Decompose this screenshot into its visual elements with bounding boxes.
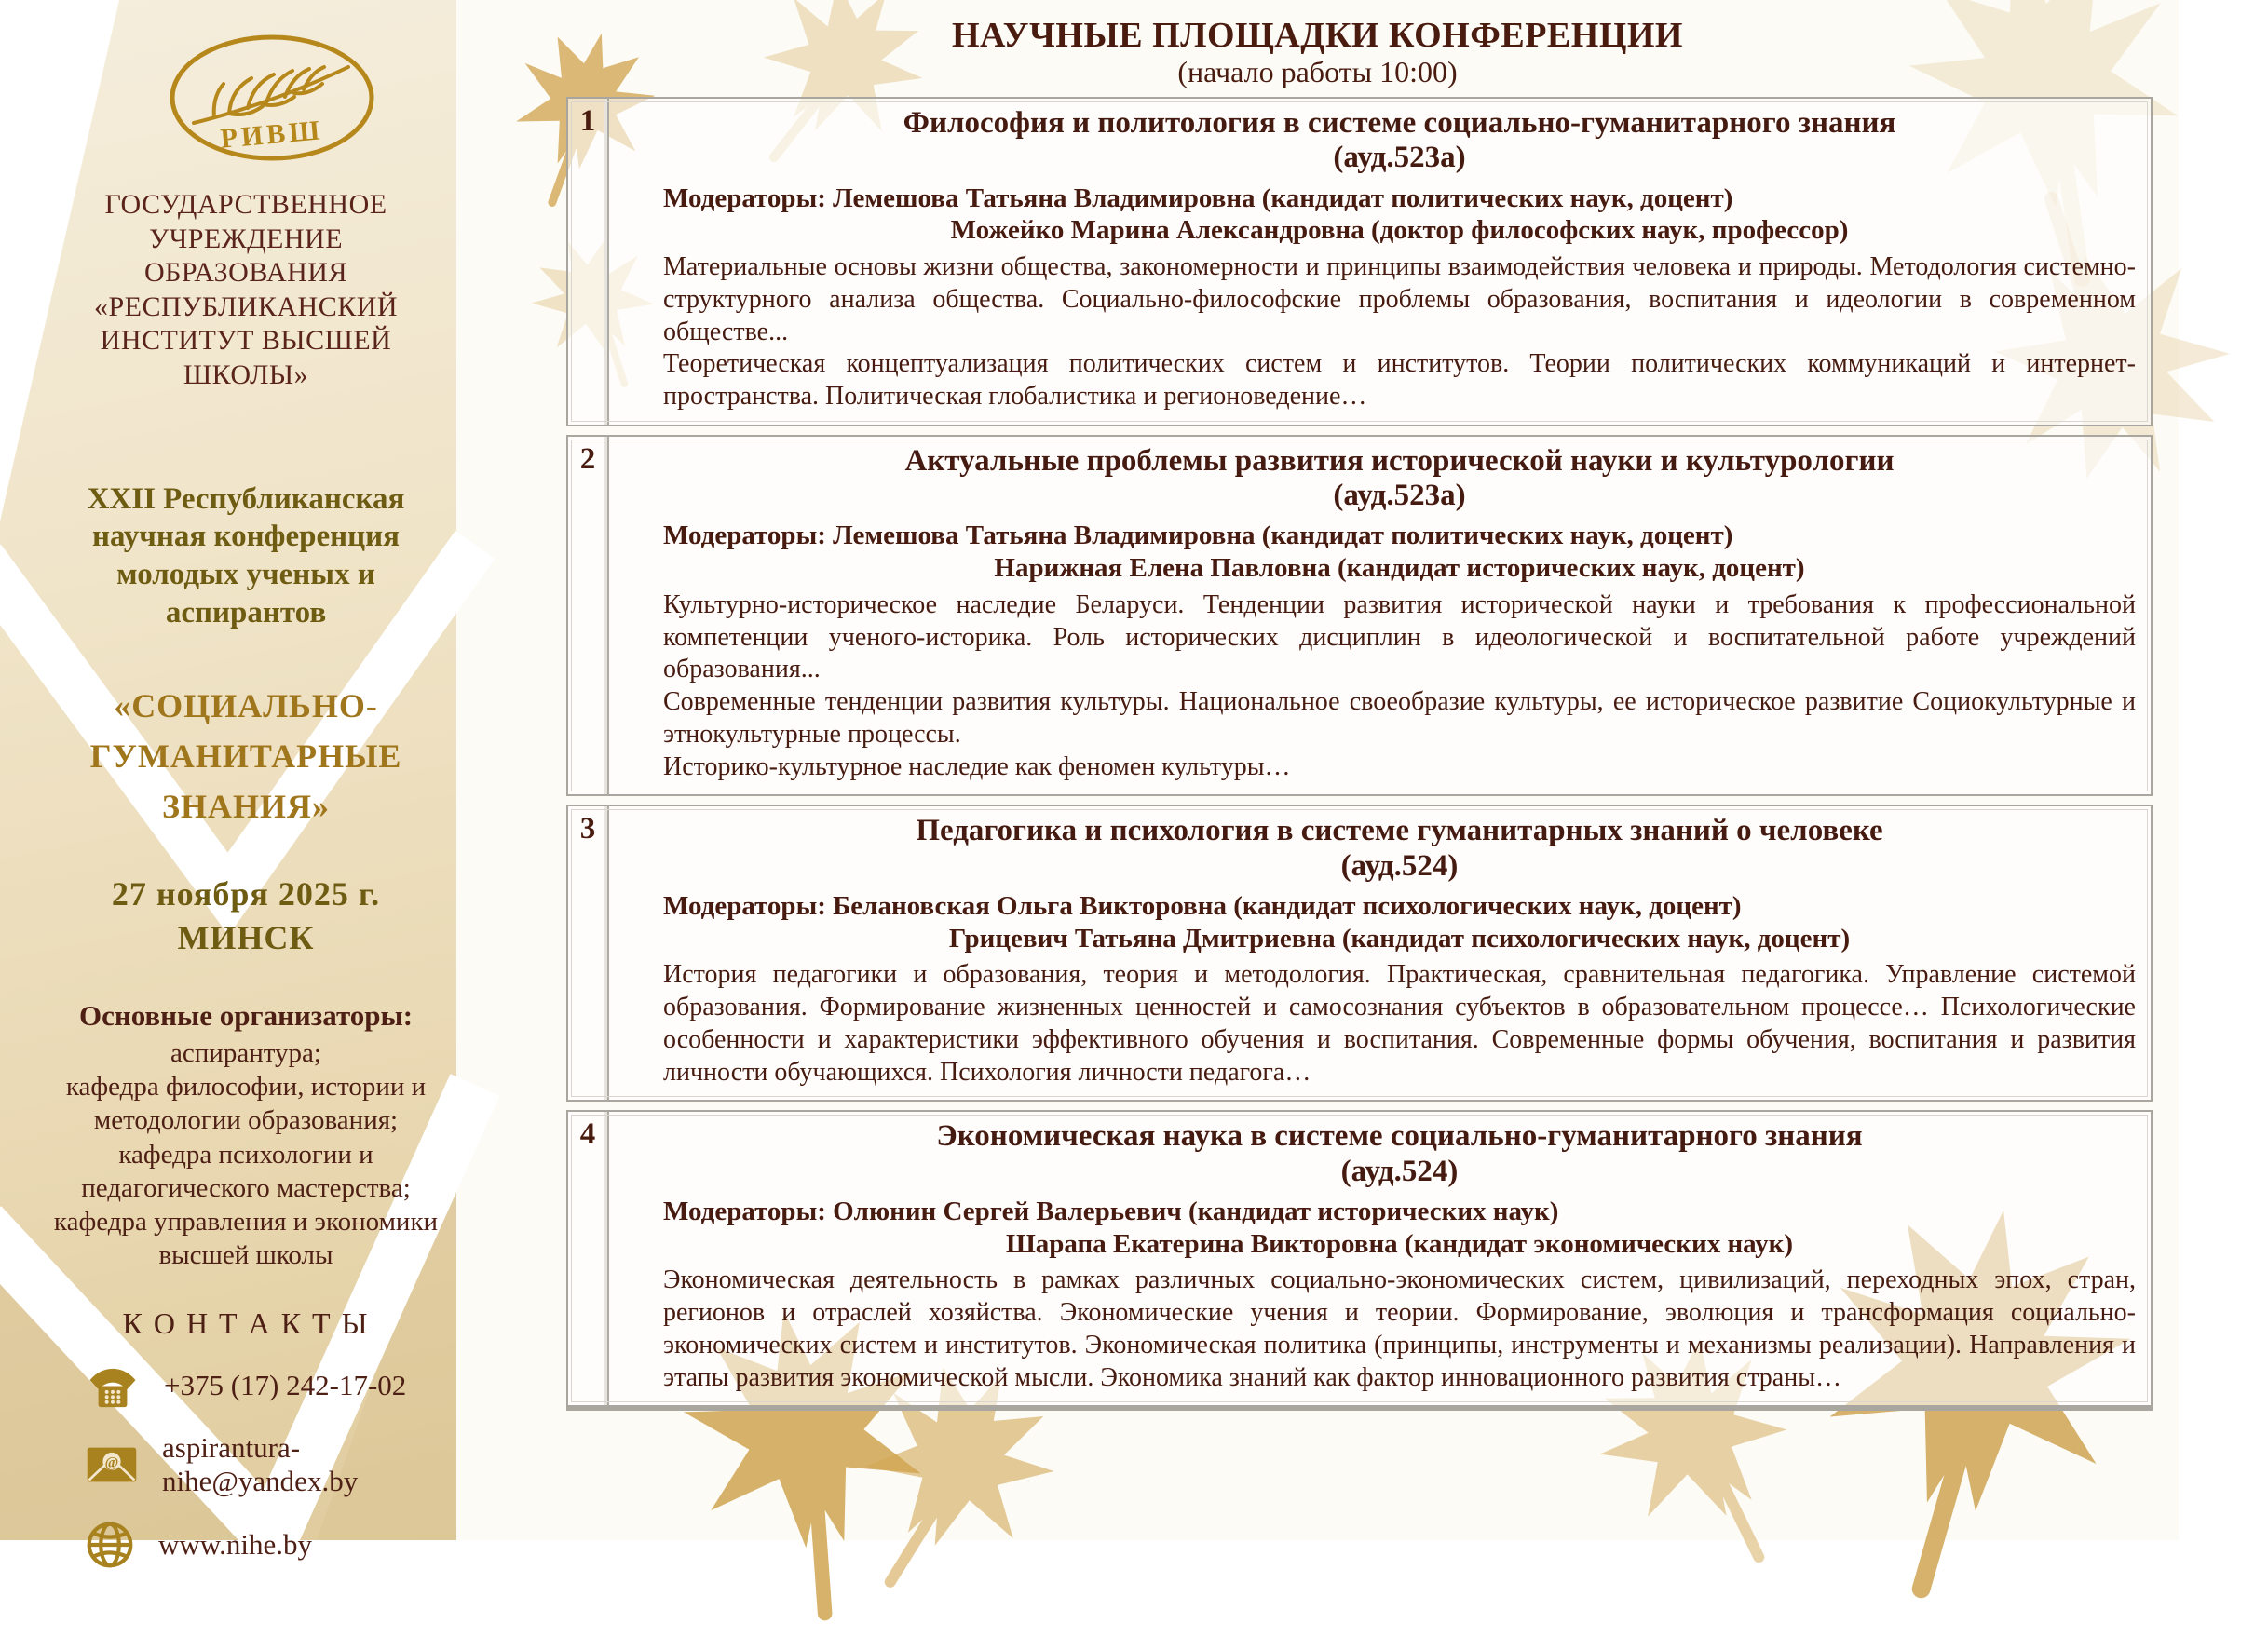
conference-sections-panel: [456, 0, 2179, 1540]
moderator-name: Белановская Ольга Викторовна (кандидат психологических наук, доцент): [833, 890, 1742, 921]
section-title: [663, 1119, 2136, 1189]
section-title-text: Философия и политология в системе социально-гуманитарного знания: [903, 106, 1896, 140]
moderator-name: Грицевич Татьяна Дмитриевна (кандидат психологических наук, доцент): [948, 923, 1851, 954]
section-title-text: Экономическая наука в системе социально-гуманитарного знания: [936, 1119, 1863, 1154]
institution-name: ГОСУДАРСТВЕННОЕ УЧРЕЖДЕНИЕ ОБРАЗОВАНИЯ «РЕСПУБЛИКАНСКИЙ ИНСТИТУТ ВЫСШЕЙ ШКОЛЫ»: [93, 189, 399, 390]
section-number: 2: [568, 437, 609, 794]
section-moderators: [663, 890, 2136, 955]
main-subtitle: (начало работы 10:00): [1177, 55, 1458, 88]
section-description: Историко-культурное наследие как феномен культуры…: [663, 751, 1291, 781]
main-title: НАУЧНЫЕ ПЛОЩАДКИ КОНФЕРЕНЦИИ: [951, 16, 1683, 55]
moderators-label: Модераторы:: [663, 521, 826, 551]
section-room: (ауд.523а): [1333, 479, 1466, 513]
section-title-text: Педагогика и психология в системе гуманитарных знаний о человеке: [916, 814, 1883, 848]
organizer-item: кафедра философии, истории и методологии образования;: [65, 1072, 427, 1136]
section-3-card: [566, 805, 2153, 1102]
organizer-item: кафедра психологии и педагогического мастерства;: [81, 1139, 411, 1203]
section-description: Теоретическая концептуализация политических систем и институтов. Теории политических коммуникаций и интернет-пространства. Политическая глобалистика и регионоведение…: [663, 349, 2136, 412]
moderator-name: Можейко Марина Александровна (доктор философских наук, профессор): [950, 215, 1849, 246]
conference-date: 27 ноября 2025 г.: [111, 875, 381, 913]
contact-email-row: [50, 1431, 441, 1498]
sidebar: [0, 0, 456, 1561]
section-1-card: [566, 97, 2153, 426]
section-room: (ауд.523а): [1333, 141, 1466, 175]
section-2-card: [566, 435, 2153, 796]
conference-date-block: [50, 873, 441, 960]
conference-city: МИНСК: [177, 918, 315, 956]
svg-text:@: @: [104, 1454, 119, 1471]
main-header: [456, 15, 2179, 88]
organizer-item: аспирантура;: [170, 1037, 321, 1068]
moderators-label: Модераторы:: [663, 1196, 826, 1226]
section-title: [663, 106, 2136, 176]
email-address: aspirantura-nihe@yandex.by: [162, 1430, 359, 1497]
section-room: (ауд.524): [1340, 848, 1459, 883]
organizer-item: кафедра управления и экономики высшей школы: [53, 1207, 439, 1271]
website-url: www.nihe.by: [158, 1527, 313, 1561]
section-number: 3: [568, 806, 609, 1100]
conference-theme: «СОЦИАЛЬНО-ГУМАНИТАРНЫЕ ЗНАНИЯ»: [89, 687, 402, 826]
sections-list: [566, 97, 2153, 1419]
email-icon: [86, 1445, 138, 1484]
organizers-list: [50, 1036, 441, 1273]
organizers-heading: Основные организаторы:: [78, 998, 414, 1032]
section-description: Экономическая деятельность в рамках различных социально-экономических систем, цивилизаций, переходных эпох, стран, регионов и отраслей хозяйства. Экономические учения и теории. Формирование, эволюция и трансформация социально-экономических систем и институтов. Экономическая политика (принципы, инструменты и механизмы реализации). Направления и этапы развития экономической мысли. Экономика знаний как фактор инновационного развития страны…: [663, 1265, 2136, 1392]
section-title-text: Актуальные проблемы развития исторической науки и культурологии: [904, 443, 1895, 478]
moderators-label: Модераторы:: [663, 183, 826, 213]
moderator-name: Шарапа Екатерина Викторовна (кандидат экономических наук): [1005, 1228, 1794, 1259]
moderator-name: Лемешова Татьяна Владимировна (кандидат политических наук, доцент): [833, 521, 1733, 551]
section-room: (ауд.524): [1340, 1154, 1459, 1188]
section-moderators: [663, 183, 2136, 248]
phone-icon: [86, 1363, 140, 1409]
phone-number: +375 (17) 242-17-02: [164, 1369, 407, 1402]
moderator-name: Нарижная Елена Павловна (кандидат исторических наук, доцент): [994, 553, 1805, 584]
contact-phone-row: [50, 1363, 441, 1409]
logo-text: РИВШ: [219, 115, 325, 155]
conference-name: XXII Республиканская научная конференция молодых ученых и аспирантов: [87, 481, 405, 630]
section-description: Культурно-историческое наследие Беларуси. Тенденции развития исторической науки и требования к профессиональной компетенции ученого-историка. Роль исторических дисциплин в идеологической и воспитательной работе учреждений образования...: [663, 589, 2136, 684]
globe-icon: [86, 1521, 134, 1569]
section-description: Материальные основы жизни общества, закономерности и принципы взаимодействия человека и природы. Методология системно-структурного анализа общества. Социально-философские проблемы образования, воспитания и идеологии в современном обществе...: [663, 252, 2136, 346]
contacts-heading: К О Н Т А К Т Ы: [122, 1306, 370, 1340]
section-number: 4: [568, 1112, 609, 1405]
moderators-label: Модераторы:: [663, 890, 826, 921]
section-number: 1: [568, 99, 609, 425]
section-title: [663, 814, 2136, 884]
moderator-name: Лемешова Татьяна Владимировна (кандидат политических наук, доцент): [833, 183, 1733, 213]
section-moderators: [663, 520, 2136, 585]
section-moderators: [663, 1196, 2136, 1261]
section-4-card: [566, 1110, 2153, 1411]
moderator-name: Олюнин Сергей Валерьевич (кандидат исторических наук): [833, 1196, 1559, 1226]
section-description: История педагогики и образования, теория и методология. Практическая, сравнительная педагогика. Управление системой образования. Формирование жизненных ценностей и самосознания субъектов в образовательном процессе… Психологические особенности и характеристики эффективного обучения и воспитания. Современные формы обучения, воспитания и развития личности обучающихся. Психология личности педагога…: [663, 960, 2136, 1087]
rivsh-logo: [166, 32, 378, 164]
section-title: [663, 444, 2136, 514]
contact-website-row: [50, 1521, 441, 1569]
section-description: Современные тенденции развития культуры. Национальное своеобразие культуры, ее историческое развитие Социокультурные и этнокультурные процессы.: [663, 687, 2136, 749]
